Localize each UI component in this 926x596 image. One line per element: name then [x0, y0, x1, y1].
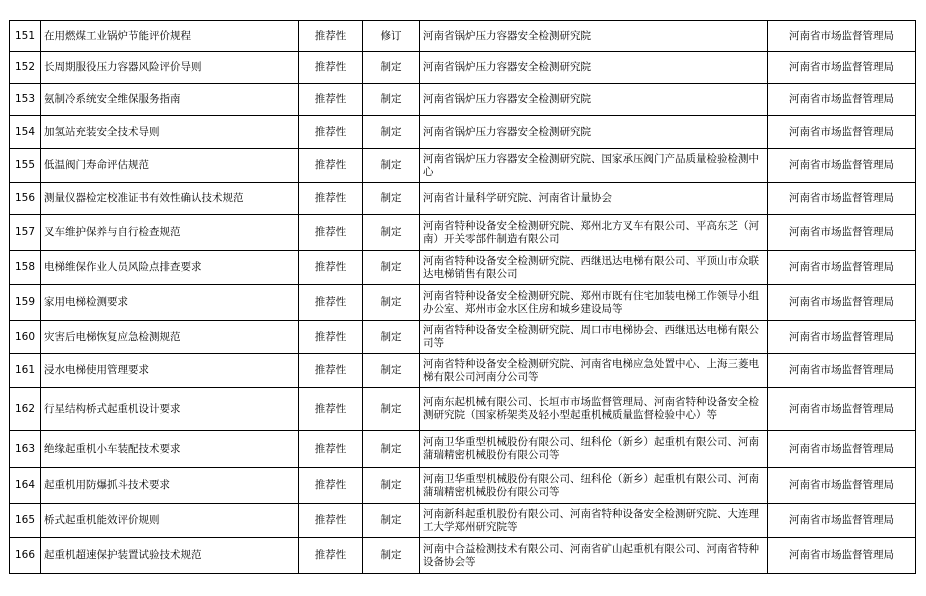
standard-type-cell: 推荐性	[299, 84, 363, 116]
managing-department-cell: 河南省市场监督管理局	[768, 431, 916, 468]
managing-department-cell: 河南省市场监督管理局	[768, 354, 916, 388]
drafting-units-cell: 河南中合益检测技术有限公司、河南省矿山起重机有限公司、河南省特种设备协会等	[420, 538, 768, 574]
table-row	[10, 321, 916, 354]
drafting-units-cell: 河南省锅炉压力容器安全检测研究院	[420, 84, 768, 116]
standard-type-cell: 推荐性	[299, 504, 363, 538]
standard-type-cell: 推荐性	[299, 321, 363, 354]
managing-department-cell: 河南省市场监督管理局	[768, 285, 916, 321]
row-number-cell: 164	[10, 468, 41, 504]
project-nature-cell: 制定	[363, 321, 420, 354]
project-nature-cell: 修订	[363, 21, 420, 52]
drafting-units-cell: 河南省锅炉压力容器安全检测研究院	[420, 116, 768, 149]
standard-name-cell: 叉车维护保养与自行检查规范	[41, 215, 299, 251]
managing-department-cell: 河南省市场监督管理局	[768, 116, 916, 149]
managing-department-cell: 河南省市场监督管理局	[768, 388, 916, 431]
table-row	[10, 84, 916, 116]
standard-type-cell: 推荐性	[299, 149, 363, 183]
row-number-cell: 161	[10, 354, 41, 388]
managing-department-cell: 河南省市场监督管理局	[768, 84, 916, 116]
drafting-units-cell: 河南省特种设备安全检测研究院、河南省电梯应急处置中心、上海三菱电梯有限公司河南分公司等	[420, 354, 768, 388]
project-nature-cell: 制定	[363, 285, 420, 321]
standard-type-cell: 推荐性	[299, 52, 363, 84]
managing-department-cell: 河南省市场监督管理局	[768, 321, 916, 354]
table-row	[10, 21, 916, 52]
drafting-units-cell: 河南省锅炉压力容器安全检测研究院	[420, 52, 768, 84]
managing-department-cell: 河南省市场监督管理局	[768, 149, 916, 183]
row-number-cell: 155	[10, 149, 41, 183]
table-row	[10, 285, 916, 321]
table-row	[10, 251, 916, 285]
project-nature-cell: 制定	[363, 354, 420, 388]
standard-name-cell: 行星结构桥式起重机设计要求	[41, 388, 299, 431]
project-nature-cell: 制定	[363, 149, 420, 183]
drafting-units-cell: 河南省特种设备安全检测研究院、周口市电梯协会、西继迅达电梯有限公司等	[420, 321, 768, 354]
drafting-units-cell: 河南新科起重机股份有限公司、河南省特种设备安全检测研究院、大连理工大学郑州研究院等	[420, 504, 768, 538]
standard-type-cell: 推荐性	[299, 388, 363, 431]
row-number-cell: 158	[10, 251, 41, 285]
managing-department-cell: 河南省市场监督管理局	[768, 468, 916, 504]
standards-table	[9, 20, 916, 574]
standard-name-cell: 灾害后电梯恢复应急检测规范	[41, 321, 299, 354]
project-nature-cell: 制定	[363, 431, 420, 468]
table-row	[10, 215, 916, 251]
standard-type-cell: 推荐性	[299, 468, 363, 504]
drafting-units-cell: 河南省特种设备安全检测研究院、郑州北方叉车有限公司、平高东芝（河南）开关零部件制造有限公司	[420, 215, 768, 251]
standard-name-cell: 氨制冷系统安全维保服务指南	[41, 84, 299, 116]
drafting-units-cell: 河南省特种设备安全检测研究院、郑州市既有住宅加装电梯工作领导小组办公室、郑州市金水区住房和城乡建设局等	[420, 285, 768, 321]
standard-name-cell: 测量仪器检定校准证书有效性确认技术规范	[41, 183, 299, 215]
table-row	[10, 52, 916, 84]
project-nature-cell: 制定	[363, 251, 420, 285]
table-row	[10, 354, 916, 388]
standard-type-cell: 推荐性	[299, 21, 363, 52]
project-nature-cell: 制定	[363, 183, 420, 215]
row-number-cell: 151	[10, 21, 41, 52]
drafting-units-cell: 河南卫华重型机械股份有限公司、纽科伦（新乡）起重机有限公司、河南蒲瑞精密机械股份有限公司等	[420, 431, 768, 468]
table-row	[10, 149, 916, 183]
row-number-cell: 159	[10, 285, 41, 321]
standard-name-cell: 在用燃煤工业锅炉节能评价规程	[41, 21, 299, 52]
table-row	[10, 468, 916, 504]
standard-type-cell: 推荐性	[299, 116, 363, 149]
standard-name-cell: 起重机超速保护装置试验技术规范	[41, 538, 299, 574]
standard-name-cell: 加氢站充装安全技术导则	[41, 116, 299, 149]
row-number-cell: 162	[10, 388, 41, 431]
drafting-units-cell: 河南省锅炉压力容器安全检测研究院	[420, 21, 768, 52]
standard-type-cell: 推荐性	[299, 183, 363, 215]
standard-type-cell: 推荐性	[299, 431, 363, 468]
standard-type-cell: 推荐性	[299, 285, 363, 321]
managing-department-cell: 河南省市场监督管理局	[768, 538, 916, 574]
row-number-cell: 166	[10, 538, 41, 574]
standard-type-cell: 推荐性	[299, 215, 363, 251]
standard-name-cell: 桥式起重机能效评价规则	[41, 504, 299, 538]
row-number-cell: 165	[10, 504, 41, 538]
managing-department-cell: 河南省市场监督管理局	[768, 21, 916, 52]
table-row	[10, 388, 916, 431]
managing-department-cell: 河南省市场监督管理局	[768, 52, 916, 84]
table-row	[10, 431, 916, 468]
standard-name-cell: 低温阀门寿命评估规范	[41, 149, 299, 183]
drafting-units-cell: 河南省计量科学研究院、河南省计量协会	[420, 183, 768, 215]
standard-name-cell: 电梯维保作业人员风险点排查要求	[41, 251, 299, 285]
project-nature-cell: 制定	[363, 538, 420, 574]
project-nature-cell: 制定	[363, 84, 420, 116]
project-nature-cell: 制定	[363, 504, 420, 538]
row-number-cell: 152	[10, 52, 41, 84]
row-number-cell: 156	[10, 183, 41, 215]
drafting-units-cell: 河南省特种设备安全检测研究院、西继迅达电梯有限公司、平顶山市众联达电梯销售有限公司	[420, 251, 768, 285]
row-number-cell: 157	[10, 215, 41, 251]
row-number-cell: 163	[10, 431, 41, 468]
managing-department-cell: 河南省市场监督管理局	[768, 251, 916, 285]
managing-department-cell: 河南省市场监督管理局	[768, 183, 916, 215]
table-row	[10, 504, 916, 538]
project-nature-cell: 制定	[363, 468, 420, 504]
table-row	[10, 183, 916, 215]
standard-name-cell: 家用电梯检测要求	[41, 285, 299, 321]
row-number-cell: 160	[10, 321, 41, 354]
table-body	[10, 21, 916, 574]
project-nature-cell: 制定	[363, 215, 420, 251]
standard-type-cell: 推荐性	[299, 251, 363, 285]
table-row	[10, 538, 916, 574]
table-row	[10, 116, 916, 149]
standard-name-cell: 起重机用防爆抓斗技术要求	[41, 468, 299, 504]
managing-department-cell: 河南省市场监督管理局	[768, 215, 916, 251]
standard-name-cell: 长周期服役压力容器风险评价导则	[41, 52, 299, 84]
standard-name-cell: 绝缘起重机小车装配技术要求	[41, 431, 299, 468]
managing-department-cell: 河南省市场监督管理局	[768, 504, 916, 538]
standard-type-cell: 推荐性	[299, 538, 363, 574]
standard-name-cell: 浸水电梯使用管理要求	[41, 354, 299, 388]
drafting-units-cell: 河南省锅炉压力容器安全检测研究院、国家承压阀门产品质量检验检测中心	[420, 149, 768, 183]
row-number-cell: 154	[10, 116, 41, 149]
drafting-units-cell: 河南卫华重型机械股份有限公司、纽科伦（新乡）起重机有限公司、河南蒲瑞精密机械股份有限公司等	[420, 468, 768, 504]
drafting-units-cell: 河南东起机械有限公司、长垣市市场监督管理局、河南省特种设备安全检测研究院（国家桥架类及轻小型起重机械质量监督检验中心）等	[420, 388, 768, 431]
row-number-cell: 153	[10, 84, 41, 116]
project-nature-cell: 制定	[363, 116, 420, 149]
standard-type-cell: 推荐性	[299, 354, 363, 388]
project-nature-cell: 制定	[363, 52, 420, 84]
project-nature-cell: 制定	[363, 388, 420, 431]
